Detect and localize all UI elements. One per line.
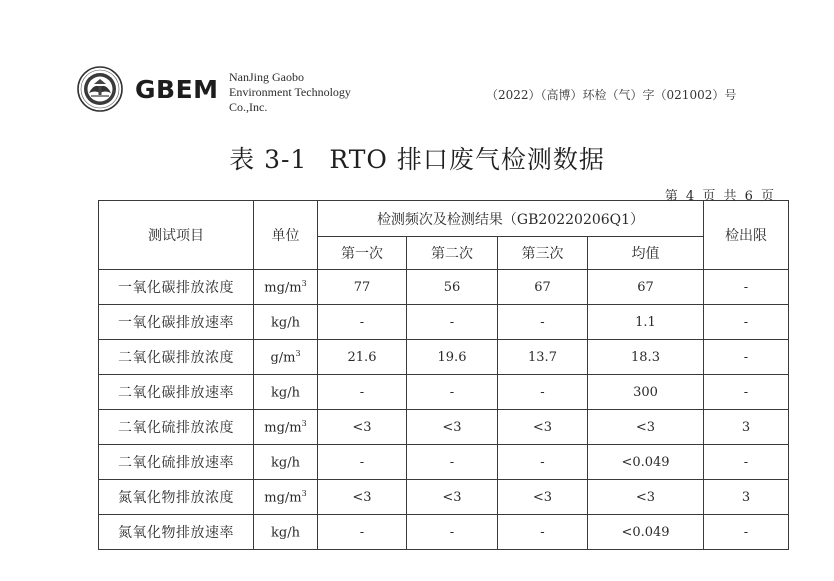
table-row [99, 340, 789, 375]
cell-second: 19.6 [407, 340, 498, 375]
cell-third: - [498, 305, 588, 340]
cell-first: 77 [318, 270, 407, 305]
company-logo-text: GBEM [135, 75, 219, 104]
cell-average: <0.049 [588, 515, 704, 550]
cell-third: - [498, 445, 588, 480]
table-number: 表 3-1 [229, 145, 308, 174]
table-row [99, 410, 789, 445]
cell-second: - [407, 305, 498, 340]
header-average: 均值 [588, 237, 704, 270]
cell-third: - [498, 375, 588, 410]
cell-second: - [407, 515, 498, 550]
cell-first: - [318, 375, 407, 410]
cell-second: <3 [407, 410, 498, 445]
cell-limit: - [704, 270, 789, 305]
table-row [99, 480, 789, 515]
cell-first: - [318, 305, 407, 340]
company-name [229, 70, 351, 115]
cell-third: <3 [498, 410, 588, 445]
header-results-group: 检测频次及检测结果（GB20220206Q1） [318, 201, 704, 237]
cell-third: 67 [498, 270, 588, 305]
cell-limit: - [704, 515, 789, 550]
cell-second: - [407, 445, 498, 480]
header-item: 测试项目 [99, 201, 254, 270]
cell-item: 二氧化碳排放浓度 [99, 340, 254, 375]
document-number: （2022）（高博）环检（气）字（021002）号 [486, 88, 737, 102]
cell-second: <3 [407, 480, 498, 515]
cell-item: 二氧化硫排放速率 [99, 445, 254, 480]
table-row [99, 270, 789, 305]
page-indicator: 第 4 页 共 6 页 [664, 189, 776, 204]
cell-third: <3 [498, 480, 588, 515]
cell-first: <3 [318, 410, 407, 445]
cell-limit: 3 [704, 410, 789, 445]
cell-unit: kg/h [254, 305, 318, 340]
cell-average: 1.1 [588, 305, 704, 340]
cell-first: - [318, 515, 407, 550]
cell-second: 56 [407, 270, 498, 305]
cell-limit: - [704, 305, 789, 340]
emission-data-table [98, 200, 789, 550]
company-line: Co.,Inc. [229, 100, 268, 114]
table-title [0, 140, 834, 176]
header-third: 第三次 [498, 237, 588, 270]
table-row [99, 305, 789, 340]
cell-unit: $mg/m^3$ [254, 270, 318, 305]
cell-unit: $g/m^3$ [254, 340, 318, 375]
cell-unit: $mg/m^3$ [254, 480, 318, 515]
company-line: NanJing Gaobo [229, 70, 304, 84]
cell-average: 67 [588, 270, 704, 305]
cell-average: 300 [588, 375, 704, 410]
company-line: Environment Technology [229, 85, 351, 99]
cell-unit: kg/h [254, 515, 318, 550]
header-unit: 单位 [254, 201, 318, 270]
cell-item: 氮氧化物排放速率 [99, 515, 254, 550]
cell-item: 二氧化硫排放浓度 [99, 410, 254, 445]
cell-item: 氮氧化物排放浓度 [99, 480, 254, 515]
cell-average: <3 [588, 410, 704, 445]
table-title-text: RTO 排口废气检测数据 [329, 145, 605, 174]
table-row [99, 375, 789, 410]
table-row [99, 445, 789, 480]
table-row [99, 515, 789, 550]
cell-first: <3 [318, 480, 407, 515]
cell-item: 二氧化碳排放速率 [99, 375, 254, 410]
header-row [99, 201, 789, 237]
header-second: 第二次 [407, 237, 498, 270]
cell-second: - [407, 375, 498, 410]
cell-average: <3 [588, 480, 704, 515]
cell-limit: - [704, 445, 789, 480]
cell-first: 21.6 [318, 340, 407, 375]
header-detection-limit: 检出限 [704, 201, 789, 270]
cell-average: <0.049 [588, 445, 704, 480]
cell-first: - [318, 445, 407, 480]
cell-unit: kg/h [254, 375, 318, 410]
cell-third: 13.7 [498, 340, 588, 375]
cell-limit: 3 [704, 480, 789, 515]
cell-limit: - [704, 375, 789, 410]
header-first: 第一次 [318, 237, 407, 270]
cell-third: - [498, 515, 588, 550]
cell-limit: - [704, 340, 789, 375]
cell-average: 18.3 [588, 340, 704, 375]
cell-item: 一氧化碳排放速率 [99, 305, 254, 340]
cell-unit: kg/h [254, 445, 318, 480]
cell-unit: $mg/m^3$ [254, 410, 318, 445]
company-seal-icon [77, 66, 123, 112]
cell-item: 一氧化碳排放浓度 [99, 270, 254, 305]
